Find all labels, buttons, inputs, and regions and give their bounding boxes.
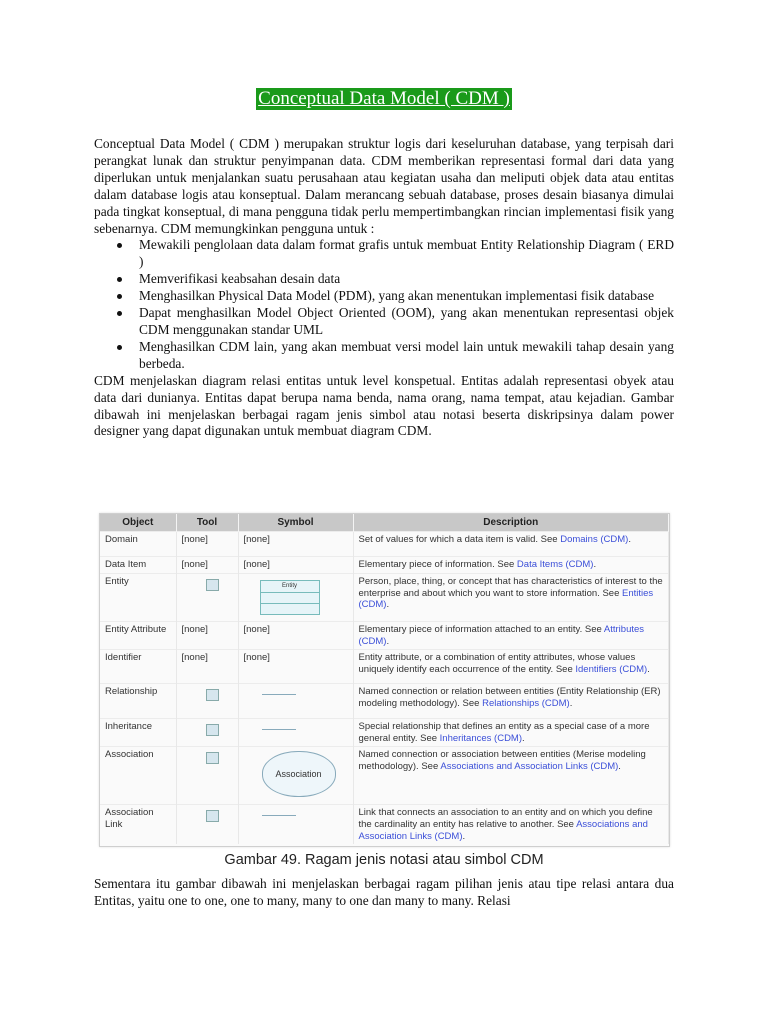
tool-cell [176, 684, 238, 719]
description-cell [353, 574, 669, 622]
table-row [100, 684, 669, 719]
description-text: Elementary piece of information attached to an entity. See [358, 624, 604, 635]
table-row [100, 532, 669, 557]
description-cell [353, 719, 669, 747]
title-wrap [0, 88, 768, 110]
description-cell [353, 684, 669, 719]
association-link-symbol [262, 815, 296, 816]
table-row [100, 805, 669, 844]
description-cell [353, 532, 669, 557]
tool-cell [176, 719, 238, 747]
description-link[interactable]: Attributes (CDM) [358, 624, 645, 647]
description-link[interactable]: Inheritances (CDM) [439, 732, 523, 744]
column-header: Tool [176, 514, 238, 532]
description-cell [353, 650, 669, 684]
table-row [100, 557, 669, 574]
object-cell: Association Link [100, 805, 176, 844]
cdm-notation-figure [99, 513, 670, 847]
description-link[interactable]: Associations and Association Links (CDM) [358, 818, 648, 842]
description-cell [353, 805, 669, 844]
tool-icon [206, 724, 219, 736]
description-link[interactable]: Identifiers (CDM) [575, 663, 648, 675]
tool-cell: [none] [176, 650, 238, 684]
description-cell [353, 747, 669, 805]
description-cell [353, 622, 669, 650]
body-text [94, 136, 674, 440]
cdm-description-paragraph: CDM menjelaskan diagram relasi entitas untuk level konspetual. Entitas adalah representasi obyek atau data dari dunianya. Entitas dapat berupa nama benda, nama orang, nama tempat, atau kejadian. Gambar dibawah ini menjelaskan berbagai ragam jenis simbol atau notasi beserta diskripsinya dalam power designer yang dapat digunakan untuk membuat diagram CDM. [94, 372, 674, 439]
tool-cell: [none] [176, 622, 238, 650]
symbol-cell: [none] [238, 532, 353, 557]
list-item: Menghasilkan Physical Data Model (PDM), yang akan menentukan implementasi fisik database [139, 288, 674, 305]
description-tail: . [647, 663, 650, 675]
tool-icon [206, 810, 219, 822]
column-header: Symbol [238, 514, 353, 532]
symbol-cell: [none] [238, 557, 353, 574]
tool-icon [206, 689, 219, 701]
tool-cell: [none] [176, 557, 238, 574]
column-header: Description [353, 514, 669, 532]
description-tail: . [569, 697, 573, 709]
column-header: Object [100, 514, 176, 532]
figure-caption: Gambar 49. Ragam jenis notasi atau simbol CDM [224, 852, 544, 868]
list-item: Menghasilkan CDM lain, yang akan membuat versi model lain untuk mewakili tahap desain yang berbeda. [139, 338, 674, 371]
object-cell: Identifier [100, 650, 176, 684]
table-header-row [100, 514, 669, 532]
description-link[interactable]: Associations and Association Links (CDM) [440, 760, 619, 772]
list-item: Memverifikasi keabsahan desain data [139, 271, 674, 288]
description-tail: . [628, 534, 631, 545]
description-text: Named connection or relation between entities (Entity Relationship (ER) modeling methodology). See [358, 686, 661, 709]
symbol-cell [238, 574, 353, 622]
symbol-cell [238, 719, 353, 747]
description-text: Set of values for which a data item is valid. See [358, 534, 561, 545]
object-cell: Data Item [100, 557, 176, 574]
list-item: Dapat menghasilkan Model Object Oriented (OOM), yang akan menentukan representasi objek CDM menggunakan standar UML [139, 305, 674, 337]
entity-identifier-row [261, 604, 319, 614]
description-text: Person, place, thing, or concept that has characteristics of interest to the enterprise and about which you want to store information. See [358, 576, 663, 599]
description-text: Entity attribute, or a combination of entity attributes, whose values uniquely identify each occurrence of the entity. See [358, 652, 636, 675]
description-link[interactable]: Entities (CDM) [358, 587, 654, 611]
entity-attribute-row [261, 593, 319, 604]
intro-paragraph: Conceptual Data Model ( CDM ) merupakan struktur logis dari keseluruhan database, yang terpisah dari perangkat lunak dan struktur penyimpanan data. CDM memberikan representasi formal dari data yang diperlukan untuk menjalankan suatu perusahaan atau kegiatan usaha dan meliputi objek data atau entitas dalam database logis atau konseptual. Dalam merancang sebuah database, proses desain biasanya dimulai pada tingkat konseptual, di mana pengguna tidak perlu mempertimbangkan rincian implementasi fisik yang sebenarnya. CDM memungkinkan pengguna untuk : [94, 136, 674, 236]
description-text: Named connection or association between entities (Merise modeling methodology). See [358, 749, 646, 772]
description-link[interactable]: Data Items (CDM) [516, 559, 594, 570]
description-tail: . [386, 599, 390, 611]
object-cell: Association [100, 747, 176, 805]
description-text: Link that connects an association to an entity and on which you define the cardinality an entity has relative to another. See [358, 807, 653, 830]
object-cell: Entity [100, 574, 176, 622]
entity-symbol-label: Entity [261, 581, 319, 593]
tool-icon [206, 579, 219, 591]
description-link[interactable]: Relationships (CDM) [482, 697, 570, 709]
description-tail: . [618, 760, 621, 772]
cdm-notation-table [100, 514, 669, 844]
symbol-cell: [none] [238, 622, 353, 650]
page-title: Conceptual Data Model ( CDM ) [258, 88, 510, 109]
table-row [100, 622, 669, 650]
table-row [100, 719, 669, 747]
object-cell: Relationship [100, 684, 176, 719]
symbol-cell [238, 805, 353, 844]
symbol-cell [238, 747, 353, 805]
tool-cell: [none] [176, 532, 238, 557]
description-cell [353, 557, 669, 574]
description-tail: . [386, 635, 390, 647]
list-item: Mewakili penglolaan data dalam format grafis untuk membuat Entity Relationship Diagram ( ERD ) [139, 237, 674, 270]
association-symbol: Association [262, 751, 336, 797]
object-cell: Inheritance [100, 719, 176, 747]
symbol-cell [238, 684, 353, 719]
description-tail: . [462, 830, 466, 842]
description-text: Special relationship that defines an entity as a special case of a more general entity. See [358, 721, 650, 744]
tool-cell [176, 574, 238, 622]
relation-types-paragraph: Sementara itu gambar dibawah ini menjelaskan berbagai ragam pilihan jenis atau tipe relasi antara dua Entitas, yaitu one to one, one to many, many to one dan many to many. Relasi [94, 876, 674, 908]
description-link[interactable]: Domains (CDM) [560, 534, 629, 545]
description-tail: . [593, 559, 597, 570]
bullet-list [94, 237, 674, 372]
tool-cell [176, 747, 238, 805]
table-row [100, 574, 669, 622]
body-text-continued [94, 876, 674, 910]
table-row [100, 650, 669, 684]
tool-icon [206, 752, 219, 764]
inheritance-symbol [262, 729, 296, 730]
table-row [100, 747, 669, 805]
object-cell: Domain [100, 532, 176, 557]
symbol-cell: [none] [238, 650, 353, 684]
tool-cell [176, 805, 238, 844]
description-text: Elementary piece of information. See [358, 559, 517, 570]
description-tail: . [522, 732, 525, 744]
object-cell: Entity Attribute [100, 622, 176, 650]
entity-symbol [260, 580, 320, 615]
relationship-symbol [262, 694, 296, 695]
